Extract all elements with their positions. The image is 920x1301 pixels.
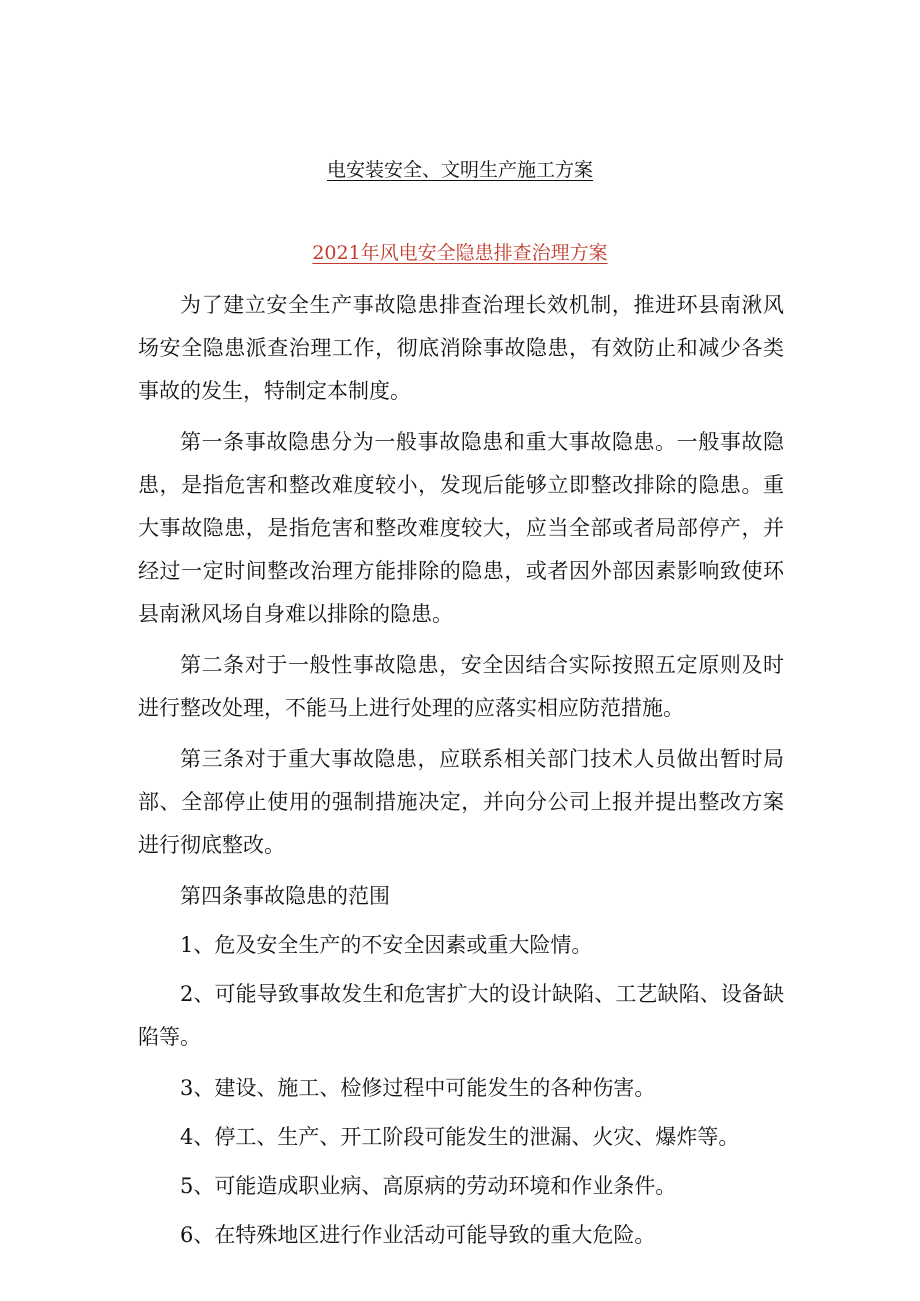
list-item: 2、可能导致事故发生和危害扩大的设计缺陷、工艺缺陷、设备缺陷等。 (138, 982, 784, 1049)
paragraph-article-1: 第一条事故隐患分为一般事故隐患和重大事故隐患。一般事故隐患，是指危害和整改难度较小，发现后能够立即整改排除的隐患。重大事故隐患，是指危害和整改难度较大，应当全部或者局部停产，并经过一定时间整改治理方能排除的隐患，或者因外部因素影响致使环县南湫风场自身难以排除的隐患。 (138, 430, 784, 626)
paragraph-intro: 为了建立安全生产事故隐患排查治理长效机制，推进环县南湫风场安全隐患派查治理工作，彻底消除事故隐患，有效防止和减少各类事故的发生，特制定本制度。 (138, 293, 784, 403)
page-title: 电安装安全、文明生产施工方案 (326, 159, 593, 181)
paragraph-article-4: 第四条事故隐患的范围 (180, 884, 390, 908)
list-item: 5、可能造成职业病、高原病的劳动环境和作业条件。 (180, 1174, 677, 1198)
subtitle-link[interactable]: 2021年风电安全隐患排查治理方案 (312, 242, 608, 264)
list-item: 3、建设、施工、检修过程中可能发生的各种伤害。 (180, 1076, 656, 1100)
document-body (138, 284, 784, 1263)
list-item: 4、停工、生产、开工阶段可能发生的泄漏、火灾、爆炸等。 (180, 1125, 740, 1149)
list-item: 6、在特殊地区进行作业活动可能导致的重大危险。 (180, 1223, 656, 1247)
list-item: 1、危及安全生产的不安全因素或重大险情。 (180, 933, 593, 957)
paragraph-article-2: 第二条对于一般性事故隐患，安全因结合实际按照五定原则及时进行整改处理，不能马上进行处理的应落实相应防范措施。 (138, 653, 784, 720)
paragraph-article-3: 第三条对于重大事故隐患，应联系相关部门技术人员做出暂时局部、全部停止使用的强制措施决定，并向分公司上报并提出整改方案进行彻底整改。 (138, 747, 784, 857)
